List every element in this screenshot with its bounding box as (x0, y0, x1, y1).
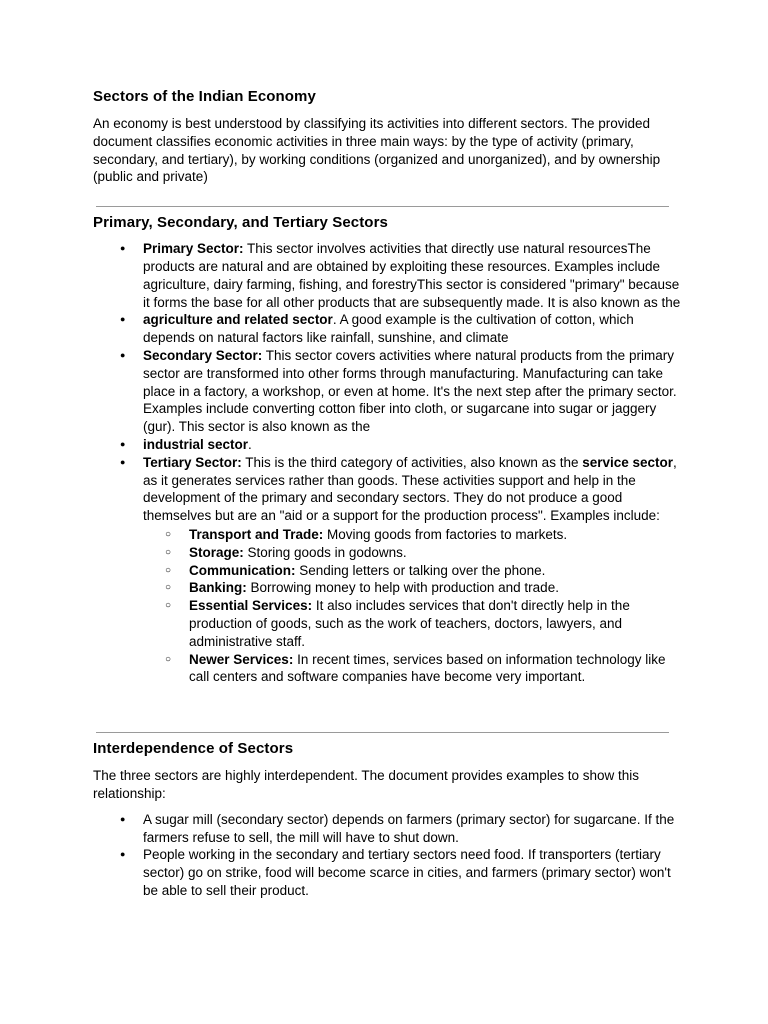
list-item-example: ○ Newer Services: In recent times, services based on information technology like call centers and software companies have become very important. (189, 651, 683, 687)
term-primary-sector: Primary Sector: (143, 241, 244, 257)
tertiary-examples-list (143, 526, 683, 686)
term-industrial-sector: industrial sector (143, 436, 249, 452)
list-item: ● People working in the secondary and tertiary sectors need food. If transporters (tertiary sector) go on strike, food will become scarce in cities, and farmers (primary sector) won't be able to sell their product. (143, 846, 683, 899)
section-divider (96, 206, 669, 207)
term-secondary-sector: Secondary Sector: (143, 347, 263, 363)
section-title-sectors: Sectors of the Indian Economy (93, 88, 316, 105)
interdependence-list (93, 811, 683, 900)
list-item-example: ○ Transport and Trade: Moving goods from factories to markets. (189, 526, 683, 544)
interdependence-paragraph: The three sectors are highly interdependent. The document provides examples to show this relationship: (93, 768, 640, 801)
intro-paragraph: An economy is best understood by classifying its activities into different sectors. The provided document classifies economic activities in three main ways: by the type of activity (primary, secondary, and tertiary), by working conditions (organized and unorganized), and by ownership (public and private) (93, 116, 661, 185)
document-content (93, 86, 683, 900)
section-divider (96, 732, 669, 733)
list-item-example: ○ Storage: Storing goods in godowns. (189, 544, 683, 562)
list-item-example: ○ Essential Services: It also includes services that don't directly help in the production of goods, such as the work of teachers, doctors, lawyers, and administrative staff. (189, 597, 683, 650)
section-title-primary-secondary-tertiary: Primary, Secondary, and Tertiary Sectors (93, 214, 388, 232)
list-item: ● A sugar mill (secondary sector) depends on farmers (primary sector) for sugarcane. If the farmers refuse to sell, the mill will have to shut down. (143, 811, 683, 847)
sector-list (93, 240, 683, 686)
list-item-example: ○ Banking: Borrowing money to help with production and trade. (189, 579, 683, 597)
term-service-sector: service sector (582, 454, 674, 470)
section-title-interdependence: Interdependence of Sectors (93, 740, 294, 758)
list-item-tertiary: ● Tertiary Sector: This is the third category of activities, also known as the service sector, as it generates services rather than goods. These activities support and help in the development of the primary and secondary sectors. They do not produce a good themselves but are an "aid or a support for the production process". Examples include: ○ Transport and Trade: Moving goods from factories to markets. ○ Storage: Storing goods in godowns. ○ Communication: Sending letters or talking over the phone. ○ Banking: Borrowing money to help with production and trade. ○ Essential Services: It also includes services that don't directly help in the production of goods, such as the work of teachers, doctors, lawyers, and administrative staff. ○ Newer Services: In recent times, services based on information technology like call centers and software companies have become very important. (143, 454, 683, 686)
term-agriculture-sector: agriculture and related sector (143, 312, 333, 328)
list-item-industrial: ● industrial sector. (143, 436, 683, 454)
term-tertiary-sector: Tertiary Sector: (143, 454, 242, 470)
list-item-example: ○ Communication: Sending letters or talking over the phone. (189, 562, 683, 580)
list-item-primary: ● Primary Sector: This sector involves activities that directly use natural resourcesThe products are natural and are obtained by exploiting these resources. Examples include agriculture, dairy farming, fishing, and forestryThis sector is considered "primary" because it forms the base for all other products that are subsequently made. It is also known as the (143, 240, 683, 311)
list-item-agriculture: ● agriculture and related sector. A good example is the cultivation of cotton, which depends on natural factors like rainfall, sunshine, and climate (143, 311, 683, 347)
list-item-secondary: ● Secondary Sector: This sector covers activities where natural products from the primary sector are transformed into other forms through manufacturing. Manufacturing can take place in a factory, a workshop, or even at home. It's the next step after the primary sector. Examples include converting cotton fiber into cloth, or sugarcane into sugar or jaggery (gur). This sector is also known as the (143, 347, 683, 436)
